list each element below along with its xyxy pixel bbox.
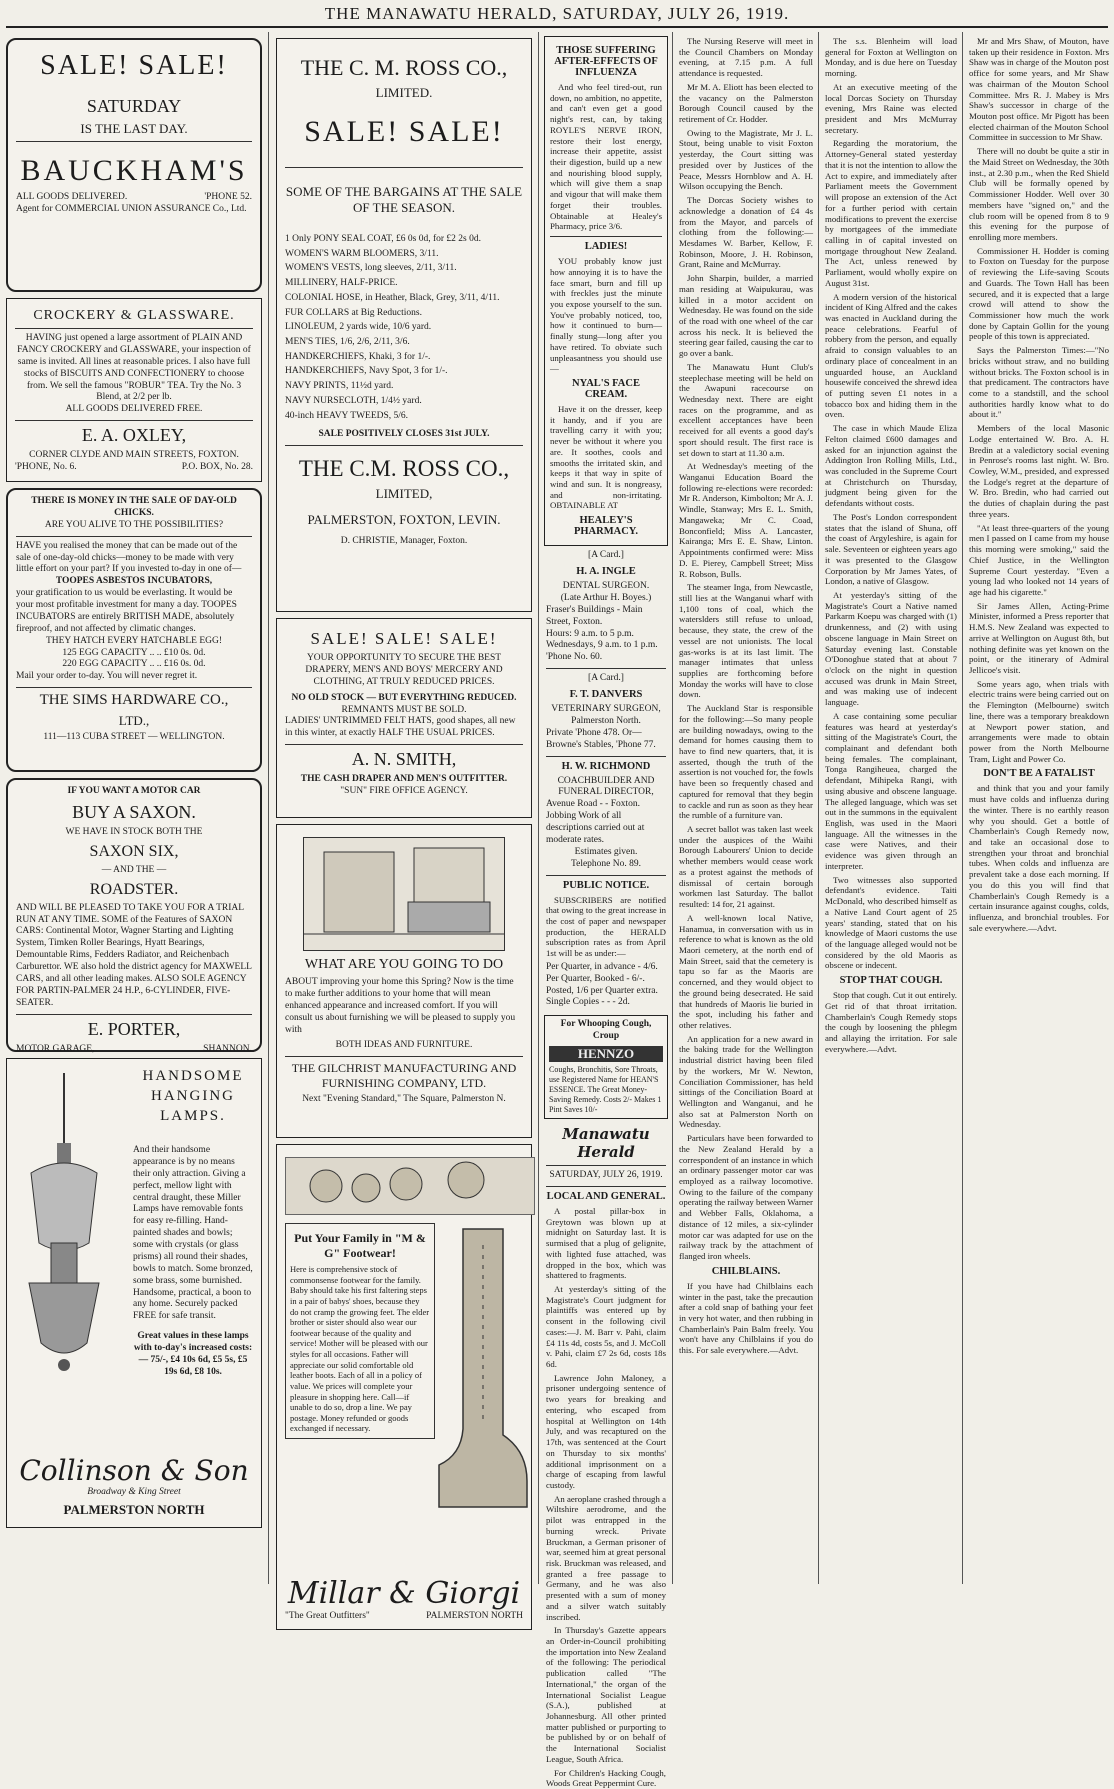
sale-heading: SALE! SALE! bbox=[40, 50, 228, 81]
smith-draper: THE CASH DRAPER AND MEN'S OUTFITTER. bbox=[300, 774, 508, 785]
ingle-address: Fraser's Buildings - Main Street, Foxton. bbox=[546, 604, 643, 627]
ross-limited: LIMITED. bbox=[375, 85, 433, 100]
news-paragraph: Some years ago, when trials with electric trains were being carried out on the Flemington (Melbourne) switch line, there was a temporary breakdown at Newport power station, and arrangements were made to obtain power from the North Melbourne Tram, Light and Power Co. bbox=[969, 678, 1109, 764]
ladies-body: YOU probably know just how annoying it is to have the face smart, burn and fill up with freckles just the minute you expose yourself to the sun. You've probably noticed, too, how it continued to burn—finally stung—long after you have retired. To obviate such unpleasantness you should use— bbox=[550, 256, 662, 374]
notice-rate-4: Single Copies - - - 2d. bbox=[546, 997, 630, 1008]
news-paragraph: An aeroplane crashed through a Wiltshire aerodrome, and the pilot was entrapped in the burning wreck. Private Bruckman, a German prisoner of war, seemed him at great personal risk. Bruckman was released, and granted a free passage to Germany, and he was also presented with a sum of money and a silver watch suitably inscribed. bbox=[546, 1493, 666, 1622]
news-paragraph: A modern version of the historical incident of King Alfred and the cakes was enacted in Auckland during the peace celebrations. Fearful of robbery from the person, and equally afraid to consign valuables to an ordinary place of concealment in an unguarded house, an Auckland housewife conceived the shrewd idea of putting seven £1 notes in a tobacco box and hiding them in the oven. bbox=[825, 291, 957, 420]
notice-title: PUBLIC NOTICE. bbox=[562, 879, 650, 891]
danvers-phone: Private 'Phone 478. Or— Browne's Stables, 'Phone 77. bbox=[546, 727, 656, 750]
list-item: WOMEN'S WARM BLOOMERS, 3/11. bbox=[285, 248, 439, 259]
sims-capacity-125: 125 EGG CAPACITY .. .. £10 0s. 0d. bbox=[62, 647, 206, 658]
column-divider bbox=[818, 32, 819, 1584]
sims-hatch: THEY HATCH EVERY HATCHABLE EGG! bbox=[45, 635, 223, 646]
news-paragraph: There will no doubt be quite a stir in the Maid Street on Wednesday, the 30th inst., at 2.30 p.m., when the Red Shield Club will be formally opened by Commissioner Hodder. Well over 30 members have "signed on," and the club room will be opened from 8 to 9 this evening for the purpose of enrolling more members. bbox=[969, 146, 1110, 242]
notice-rate-1: Per Quarter, in advance - 4/6. bbox=[546, 961, 658, 972]
agent-note: Agent for COMMERCIAL UNION ASSURANCE Co., Ltd. bbox=[16, 203, 247, 214]
hennzo-body: Coughs, Bronchitis, Sore Throats, use Registered Name for HEAN'S ESSENCE. The Great Money-Saving Remedy. Costs 2/- Makes 1 Pint Saves 10/- bbox=[549, 1065, 662, 1115]
sims-ltd: LTD., bbox=[118, 713, 150, 729]
millar-giorgi-advert bbox=[276, 1144, 532, 1630]
danvers-card: [A Card.] bbox=[588, 673, 624, 684]
porter-title: IF YOU WANT A MOTOR CAR bbox=[67, 786, 201, 796]
richmond-address: Avenue Road - - Foxton. bbox=[546, 799, 641, 810]
millar-tag: "The Great Outfitters" bbox=[285, 1611, 370, 1622]
oxley-body: HAVING just opened a large assortment of PLAIN AND FANCY CROCKERY and GLASSWARE, your inspection of same is invited. All lines at reasonable prices. I also have full stocks of BISCUITS AND CONFECTIONERY to choose from. We sell the famous "ROBUR" TEA. Try the No. 3 Blend, at 2/2 per lb. bbox=[17, 333, 251, 403]
ingle-role: DENTAL SURGEON. bbox=[562, 581, 650, 592]
family-icon bbox=[286, 1158, 534, 1214]
column-4 bbox=[676, 32, 816, 1588]
phone-number: 'PHONE 52. bbox=[204, 192, 252, 202]
oxley-box: P.O. BOX, No. 28. bbox=[181, 462, 253, 472]
ingle-name: H. A. INGLE bbox=[576, 566, 636, 578]
oxley-address: CORNER CLYDE AND MAIN STREETS, FOXTON. bbox=[29, 450, 239, 461]
boot-icon bbox=[433, 1225, 531, 1515]
danvers-town: Palmerston North. bbox=[571, 715, 641, 726]
column-divider bbox=[962, 32, 963, 1584]
delivery-note: ALL GOODS DELIVERED. bbox=[16, 192, 128, 202]
sims-capacity-220: 220 EGG CAPACITY .. .. £16 0s. 0d. bbox=[62, 659, 206, 670]
news-paragraph: The case in which Maude Eliza Felton claimed £600 damages and asked for an injunction against the Addington Iron Rolling Mills, Ltd., was concluded in the Supreme Court at Christchurch on Thursday, judgment being given for the defendants without costs. bbox=[825, 423, 957, 509]
gilchrist-name: THE GILCHRIST MANUFACTURING AND FURNISHING COMPANY, LTD. bbox=[291, 1061, 517, 1091]
news-paragraph: A secret ballot was taken last week under the auspices of the Waihi Borough Labourers' Union to decide whether members would cease work as a protest against the methods of dismissal of certain borough workmen last Saturday. The ballot resulted: 14 for, 21 against. bbox=[679, 824, 813, 910]
column-3 bbox=[542, 32, 670, 1789]
list-item: MILLINERY, HALF-PRICE. bbox=[285, 278, 398, 289]
news-paragraph: For Children's Hacking Cough, Woods Great Peppermint Cure. bbox=[546, 1767, 666, 1789]
chilblains-body: If you have had Chilblains each winter in the past, take the precaution after a cold snap of bathing your feet in very hot water, and then rubbing in Chamberlain's Pain Balm freely. You won't have any Chilblains if you do this. For sale everywhere.—Advt. bbox=[679, 1280, 813, 1356]
column-6 bbox=[966, 32, 1112, 1588]
richmond-estimates: Estimates given. bbox=[574, 846, 638, 857]
bauckham-name: BAUCKHAM'S bbox=[20, 154, 248, 187]
notice-rate-3: Posted, 1/6 per Quarter extra. bbox=[546, 985, 658, 996]
hennzo-title: For Whooping Cough, Croup bbox=[560, 1019, 652, 1042]
list-item: COLONIAL HOSE, in Heather, Black, Grey, 3/11, 4/11. bbox=[285, 292, 500, 303]
ingle-hours: Hours: 9 a.m. to 5 p.m. Wednesdays, 9 a.m. to 1 p.m. 'Phone No. 60. bbox=[546, 628, 658, 663]
ross-sale: SALE! SALE! bbox=[304, 115, 504, 148]
saturday-label: SATURDAY bbox=[86, 96, 182, 116]
smith-sale: SALE! SALE! SALE! bbox=[310, 629, 498, 648]
news-paragraphs bbox=[679, 36, 813, 1262]
local-heading: LOCAL AND GENERAL. bbox=[546, 1190, 666, 1202]
masthead-rule bbox=[6, 26, 1108, 28]
danvers-name: F. T. DANVERS bbox=[569, 689, 643, 701]
news-paragraph: An application for a new award in the baking trade for the Wellington industrial district having been filed by the workers, Mr W. Newton, Conciliation Commissioner, has held sittings of the Conciliation Board at Wellington and Wanganui, and he also sat at Palmerston North on Wednesday. bbox=[679, 1033, 813, 1130]
millar-town: PALMERSTON NORTH bbox=[426, 1611, 523, 1622]
smith-remnants: REMNANTS MUST BE SOLD. bbox=[341, 704, 467, 715]
porter-advert bbox=[6, 778, 262, 1052]
gilchrist-advert bbox=[276, 824, 532, 1138]
porter-garage: MOTOR GARAGE, bbox=[16, 1043, 95, 1054]
fatalist-heading: DON'T BE A FATALIST bbox=[983, 768, 1095, 780]
news-paragraph: The Manawatu Hunt Club's steeplechase meeting will be held on the Awapuni racecourse on Wednesday next. There are eight races on the programme, and as excellent acceptances have been received for all events a good day's sport should result. The first race is set down to start at 11.30 a.m. bbox=[679, 361, 813, 458]
sims-body: HAVE you realised the money that can be made out of the sale of one-day-old chicks—money to be made with very little effort on your part? If you invested to-day in one of— bbox=[16, 540, 242, 575]
lamp-body: And their handsome appearance is by no means their only attraction. Giving a perfect, mellow light with central draught, these Miller Lamps have removable fonts for easy re-filling. Hand-painted shades and bowls; some with crystals (or glass prisms) all round their shades, bowls to match. Some bronzed, some brass, some burnished. Handsome, practical, a boon to any home. Securely packed FREE for safe transit. bbox=[133, 1145, 253, 1322]
porter-name: E. PORTER, bbox=[87, 1018, 181, 1039]
ross-towns: PALMERSTON, FOXTON, LEVIN. bbox=[307, 512, 501, 528]
smith-felt-hats: LADIES' UNTRIMMED FELT HATS, good shapes, all new in this winter, at exactly HALF THE USUAL PRICES. bbox=[285, 716, 516, 739]
family-illustration bbox=[285, 1157, 535, 1215]
boot-illustration bbox=[433, 1225, 531, 1515]
news-paragraph: John Sharpin, builder, a married man residing at Waipukurau, was killed in a motor accident on Wednesday. He was found on the side of the road with one wheel of the car across his neck. It is believed the steering gear failed, causing the car to go over a bank. bbox=[679, 273, 813, 359]
list-item: MEN'S TIES, 1/6, 2/6, 2/11, 3/6. bbox=[285, 337, 410, 348]
list-item: HANDKERCHIEFS, Khaki, 3 for 1/-. bbox=[285, 351, 431, 362]
sims-mail: Mail your order to-day. You will never regret it. bbox=[16, 671, 198, 682]
ross-items bbox=[285, 232, 523, 423]
sims-title: THERE IS MONEY IN THE SALE OF DAY-OLD CHICKS. bbox=[31, 496, 237, 518]
news-paragraph: Mr and Mrs Shaw, of Mouton, have taken up their residence in Foxton. Mrs Shaw was in charge of the Mouton post office for some years, and Mr Shaw was chairman of the Mouton School Committee. Mrs R. J. Mabey is Mrs Shaw's successor in charge of the Mouton post office. Mr Pigott has been elected chairman of the Mouton School Committee in succession to Mr Shaw. bbox=[969, 36, 1109, 143]
millar-body: Here is comprehensive stock of commonsense footwear for the family. Baby should take his first faltering steps in a pair of babys' shoes, because they do not cramp the growing feet. The elder brother or sister should also wear our footwear because of the quality and service! Mother will be pleased with our styles for all occasions. Father will appreciate our solid comfortable old leather boots. Each of all in a policy of value. We prices will complete your pleasure in shopping here. Call—if unable to do so, drop a line. We pay postage. Money refunded or goods exchanged if necessary. bbox=[290, 1264, 430, 1434]
royle-title: THOSE SUFFERING AFTER-EFFECTS OF INFLUENZA bbox=[554, 45, 658, 78]
ross-name: THE C. M. ROSS CO., bbox=[300, 55, 508, 80]
richmond-role: COACHBUILDER AND FUNERAL DIRECTOR, bbox=[557, 775, 655, 798]
list-item: HANDKERCHIEFS, Navy Spot, 3 for 1/-. bbox=[285, 366, 448, 377]
ross-advert bbox=[276, 38, 532, 612]
news-paragraph: Sir James Allen, Acting-Prime Minister, informed a Press reporter that H.M.S. New Zealand was expected to arrive at Wellington on August 8th, but nothing definite was yet known on the point, or the itinerary of Admiral Jellicoe's visit. bbox=[969, 600, 1109, 675]
furniture-illustration bbox=[303, 837, 505, 951]
news-paragraph: The s.s. Blenheim will load general for Foxton at Wellington on Monday, and is due here on Tuesday morning. bbox=[825, 36, 957, 79]
news-paragraph: At yesterday's sitting of the Magistrate's Court judgment for plaintiffs was entered up by consent in the following civil cases:—J. M. Barr v. Pahi, claim £4 11s 4d, costs 5s, and J. McColl v. Pahi, claim £7 2s 6d, costs 18s 6d. bbox=[546, 1284, 666, 1370]
news-paragraphs bbox=[969, 36, 1109, 764]
news-paragraph: Members of the local Masonic Lodge entertained W. Bro. A. H. Bredin at a valedictory social evening in Penrose's rooms last night. W. Bro. Cowley, W.M., presided, and expressed the Lodge's regret at the departure of W. Bro. Bredin, who had carried out the duties of chaplain during the past three years. bbox=[969, 423, 1109, 519]
sims-product: TOOPES ASBESTOS INCUBATORS, bbox=[55, 576, 213, 587]
local-paragraphs bbox=[546, 1206, 666, 1789]
ingle-late: (Late Arthur H. Boyes.) bbox=[560, 592, 652, 603]
sims-hardware-advert bbox=[6, 488, 262, 772]
sims-address: 111—113 CUBA STREET — WELLINGTON. bbox=[43, 732, 225, 743]
oxley-phone: 'PHONE, No. 6. bbox=[15, 462, 77, 472]
list-item: LINOLEUM, 2 yards wide, 10/6 yard. bbox=[285, 322, 432, 333]
news-paragraph: Regarding the moratorium, the Attorney-General stated yesterday that it is not the intention to allow the Act to expire, and immediately after Parliament meets the Government will propose an extension of the Act for a further period with certain modifications to prevent the exercise by mortgagees of the immediate calling in of capital invested on mortgage throughout New Zealand. The Act, unless renewed by Parliament, would wholly expire on August 31st. bbox=[825, 138, 957, 288]
news-paragraph: "At least three-quarters of the young men I passed on I came from my house this morning were smoking," said the Chief Justice, in the Wellington Supreme Court yesterday. "Even a young lad who looked not 14 years of age had his cigarette." bbox=[969, 522, 1109, 597]
chilblains-heading: CHILBLAINS. bbox=[711, 1265, 781, 1277]
news-paragraph: At yesterday's sitting of the Magistrate's Court a Native named Parkarm Koepu was charged with (1) drunkenness, and (2) with using obscene language in Main Street on Saturday evening last. Constable O'Donoghue stated that at about 7 o'clock on the night in question accused was drunk in Main Street, and was making use of indecent language. bbox=[825, 589, 957, 708]
news-paragraph: The Nursing Reserve will meet in the Council Chambers on Monday evening, at 7.15 p.m. A full attendance is requested. bbox=[679, 36, 813, 79]
ross-limited-2: LIMITED, bbox=[375, 486, 433, 502]
news-paragraph: Says the Palmerston Times:—"No bricks without straw, and no building without bricks. The Foxton school is in that predicament. The contractors have come to a standstill, and the school authorities hardly know what to do about it." bbox=[969, 345, 1109, 420]
oxley-name: E. A. OXLEY, bbox=[81, 425, 187, 446]
lamp-title-1: HANDSOME bbox=[142, 1068, 244, 1084]
richmond-phone: Telephone No. 89. bbox=[570, 858, 642, 869]
column-divider bbox=[538, 32, 539, 1584]
herald-title: Manawatu Herald bbox=[562, 1125, 650, 1162]
column-divider bbox=[672, 32, 673, 1584]
sims-alive: ARE YOU ALIVE TO THE POSSIBILITIES? bbox=[44, 519, 224, 530]
gilchrist-title: WHAT ARE YOU GOING TO DO bbox=[304, 957, 504, 972]
masthead: THE MANAWATU HERALD, SATURDAY, JULY 26, 1919. bbox=[324, 4, 790, 23]
smith-no-old-stock: NO OLD STOCK — BUT EVERYTHING REDUCED. bbox=[291, 692, 517, 703]
list-item: FUR COLLARS at Big Reductions. bbox=[285, 307, 422, 318]
fatalist-body: and think that you and your family must have colds and influenza during the winter. There is no earthly reason why you should. Get a bottle of Chamberlain's Cough Remedy now, and take an occasional dose to strengthen your throat and bronchial tubes. When colds and influenza are prevalent take a dose each morning. If you do this you will find that Chamberlain's Cough Remedy is a certain insurance against coughs, colds, influenza, and bronchial troubles. For sale everywhere.—Advt. bbox=[969, 783, 1109, 933]
porter-and: — AND THE — bbox=[101, 864, 167, 875]
news-paragraph: At an executive meeting of the local Dorcas Society on Thursday evening, Mrs Raine was elected president and Mrs McMurray secretary. bbox=[825, 81, 957, 135]
pharmacy-name: HEALEY'S PHARMACY. bbox=[573, 515, 639, 538]
ladies-heading: LADIES! bbox=[584, 241, 628, 253]
news-paragraphs bbox=[825, 36, 957, 971]
millar-name: Millar & Giorgi bbox=[287, 1576, 521, 1612]
hanging-lamp-illustration bbox=[21, 1073, 107, 1373]
porter-town: SHANNON. bbox=[203, 1043, 252, 1054]
ross-name-2: THE C.M. ROSS CO., bbox=[298, 456, 510, 482]
collinson-signature bbox=[11, 1454, 257, 1521]
smith-body: YOUR OPPORTUNITY TO SECURE THE BEST DRAPERY, MEN'S AND BOYS' MERCERY AND CLOTHING, AT TRULY REDUCED PRICES. bbox=[305, 653, 503, 687]
gilchrist-body: ABOUT improving your home this Spring? Now is the time to make further additions to your home that will mean enhanced appearance and increased comfort. If you will consult us about furnishing we will be pleased to supply you with bbox=[285, 977, 516, 1035]
smith-name: A. N. SMITH, bbox=[351, 749, 457, 770]
cough-body: Stop that cough. Cut it out entirely. Get rid of that throat irritation. Chamberlain's Cough Remedy stops the cough by loosening the phlegm and allaying the irritation. For sale everywhere.—Advt. bbox=[825, 990, 957, 1054]
smith-advert bbox=[276, 618, 532, 818]
news-paragraph: A well-known local Native, Hanamua, in conversation with us in reference to what is known as the old Maori cemetery, at the north end of Main Street, said that the cemetery is tapu so far as the Maoris are concerned, and they would object to the ground being desecrated. He said that hundreds of Maoris lie buried in the spot, including his father and other relatives. bbox=[679, 912, 813, 1030]
collinson-name: Collinson & Son bbox=[19, 1454, 249, 1488]
ross-closes: SALE POSITIVELY CLOSES 31st JULY. bbox=[318, 429, 490, 440]
news-paragraph: Commissioner H. Hodder is coming to Foxton on Tuesday for the purpose of reviewing the Life-saving Scouts and Guards. The Town Hall has been secured, and it is expected that a large crowd will attend to show the Commissioner how much the work done by Captain Gollin for the young people of this town is appreciated. bbox=[969, 245, 1109, 342]
hennzo-advert bbox=[544, 1015, 668, 1119]
royle-body: And who feel tired-out, run down, no ambition, no appetite, and can't even get a good night's rest, can, by taking ROYLE'S NERVE IRON, restore their lost energy, increase their appetite, assist their digestion, build up a new and nourishing blood supply, which will give them a snap and vigour that will make them forget their troubles. Obtainable at Healey's Pharmacy, price 3/6. bbox=[550, 82, 662, 232]
collinson-town: PALMERSTON NORTH bbox=[63, 1502, 205, 1517]
news-paragraph: The steamer Inga, from Newcastle, still lies at the Wanganui wharf with 1,100 tons of coal, which the waterslders still refuse to unload, because, they state, the crew of the vessel are not unionists. The local gas-works is at its last limit. The manager intimates that unless supplies are forthcoming before Monday the works will have to close down. bbox=[679, 582, 813, 700]
news-paragraph: Lawrence John Maloney, a prisoner undergoing sentence of two years for breaking and entering, who escaped from hospital at Wellington on 14th July, and was recaptured on the 17th, was sentenced at the Court on Thursday to six months' additional imprisonment on a charge of escaping from lawful custody. bbox=[546, 1372, 666, 1490]
news-paragraph: Particulars have been forwarded to the New Zealand Herald by a correspondent of an instance in which an ordinary passenger motor car was employed as a railway locomotive. Owing to the failure of the company operating the railway between Warner and Webber Falls, Oklahoma, a distance of 12 miles, a six-cylinder motor car was adapted for use on the railway track by the attachment of flanged iron wheels. bbox=[679, 1133, 813, 1262]
dateline: SATURDAY, JULY 26, 1919. bbox=[549, 1170, 663, 1181]
lamp-prices: Great values in these lamps with to-day's increased costs:— 75/-, £4 10s 6d, £5 5s, £5 19s 6d, £8 10s. bbox=[133, 1331, 253, 1377]
lamp-icon bbox=[21, 1073, 107, 1373]
cough-heading: STOP THAT COUGH. bbox=[839, 975, 943, 987]
list-item: 1 Only PONY SEAL COAT, £6 0s 0d, for £2 2s 0d. bbox=[285, 234, 481, 244]
lamp-title-2: HANGING bbox=[151, 1088, 235, 1104]
oxley-advert bbox=[6, 298, 262, 482]
cream-heading: NYAL'S FACE CREAM. bbox=[572, 377, 640, 400]
smith-agency: "SUN" FIRE OFFICE AGENCY. bbox=[340, 786, 468, 796]
column-5 bbox=[822, 32, 960, 1588]
news-paragraph: The Post's London correspondent states that the island of Shuna, off the coast of Argyleshire, is again for sale. Seventeen or eighteen years ago it was presented to the Glasgow Corporation by Mr James Yates, of London, a native of Glasgow. bbox=[825, 511, 957, 587]
royle-advert bbox=[544, 36, 668, 546]
bauckham-advert bbox=[6, 38, 262, 292]
ingle-card: [A Card.] bbox=[588, 550, 624, 561]
sims-name: THE SIMS HARDWARE CO., bbox=[39, 692, 229, 709]
millar-title: Put Your Family in "M & G" Footwear! bbox=[294, 1231, 426, 1260]
collinson-street: Broadway & King Street bbox=[87, 1487, 181, 1498]
gilchrist-address: Next "Evening Standard," The Square, Palmerston N. bbox=[302, 1094, 506, 1105]
list-item: 40-inch HEAVY TWEEDS, 5/6. bbox=[285, 410, 409, 421]
oxley-delivered: ALL GOODS DELIVERED FREE. bbox=[65, 404, 203, 415]
news-paragraph: Mr M. A. Eliott has been elected to the vacancy on the Palmerston Borough Council caused by the retirement of Cr. Hodder. bbox=[679, 81, 813, 125]
news-paragraph: At Wednesday's meeting of the Wanganui Education Board the following re-elections were recorded: Mr R. Anderson, Kimbolton; Mr A. J. Windle, Stanway; Mrs E. L. Smith, Mangaweka; Mr C. Coad, Bonconfield; Miss A. Lancaster, Kairanga; Mrs E. E. Shaw, Linton. Appointments confirmed were: Miss D. E. Pierey, Campbell Street; Miss R. Robson, Bulls. bbox=[679, 461, 813, 579]
list-item: WOMEN'S VESTS, long sleeves, 2/11, 3/11. bbox=[285, 263, 457, 274]
news-paragraph: Two witnesses also supported defendant's evidence. Taiti McDonald, who described himself as a Native Land Court agent of 25 years' standing, stated that on his knowledge of Maori customs the use of the language alleged would not be considered by the old Maoris as obscene or indecent. bbox=[825, 874, 957, 971]
gilchrist-both: BOTH IDEAS AND FURNITURE. bbox=[335, 1040, 473, 1051]
richmond-body: Jobbing Work of all descriptions carried out at moderate rates. bbox=[546, 811, 645, 845]
news-paragraph: The Auckland Star is responsible for the following:—So many people are building nowadays, owing to the demand for homes causing them to have to find new quarters, that, it is asserted, though the truth of the assertion is not vouched for, the fowls have been so frequently chased and captured for removal that they begin to cackle and run as soon as they hear the rumble of a furniture van. bbox=[679, 703, 813, 821]
list-item: NAVY PRINTS, 11½d yard. bbox=[285, 381, 394, 392]
oxley-title: CROCKERY & GLASSWARE. bbox=[33, 308, 235, 323]
lamp-title-3: LAMPS. bbox=[160, 1108, 226, 1124]
list-item: NAVY NURSECLOTH, 1/4½ yard. bbox=[285, 395, 422, 406]
porter-six: SAXON SIX, bbox=[89, 842, 179, 860]
sims-body2: your gratification to us would be everlasting. It would be your most profitable investment for many a day. TOOPES INCUBATORS are entirely BRITISH MADE, absolutely fireproof, and not affected by climatic changes. bbox=[16, 588, 237, 634]
richmond-name: H. W. RICHMOND bbox=[561, 760, 651, 772]
news-paragraph: A postal pillar-box in Greytown was blown up at midnight on Saturday last. It is surmised that a plug of gelignite, with lighted fuse attached, was dropped in the box, which was shattered to fragments. bbox=[546, 1205, 666, 1281]
hennzo-brand: HENNZO bbox=[549, 1046, 663, 1062]
news-paragraph: A case containing some peculiar features was heard at yesterday's sitting of the Magistrate's Court, the complainant and defendant both being females. The complainant, Tonga Rangiheuea, charged the defendant, Mihipeka Rangi, with using abusive and obscene language. The alleged language, which was set out in the summons in the equivalent English, was used in the Maori language. All the witnesses in the case were Natives, and their evidence was given through an interpreter. bbox=[825, 710, 957, 871]
last-day-label: IS THE LAST DAY. bbox=[80, 121, 188, 136]
news-paragraph: In Thursday's Gazette appears an Order-in-Council prohibiting the importation into New Zealand of the following: The periodical publication called "The International," the organ of the International Socialist League (S.A.), published at Johannesburg. All other printed matter published or purporting to be published by or on behalf of the International Socialist League, South Africa. bbox=[546, 1625, 666, 1764]
armchair-icon bbox=[304, 838, 504, 950]
notice-rate-2: Per Quarter, Booked - 6/-. bbox=[546, 973, 645, 984]
notice-body: SUBSCRIBERS are notified that owing to the great increase in the cost of paper and newspaper production, the HERALD subscription rates as from April 1st will be as under:— bbox=[546, 894, 666, 959]
danvers-role: VETERINARY SURGEON, bbox=[551, 704, 661, 715]
news-paragraph: Owing to the Magistrate, Mr J. L. Stout, being unable to visit Foxton yesterday, the Court sitting was presided over by Justices of the Peace, Messrs Hornblow and A. H. Wilson occupying the Bench. bbox=[679, 127, 813, 192]
ross-bargains: SOME OF THE BARGAINS AT THE SALE OF THE SEASON. bbox=[285, 184, 523, 215]
porter-stock: WE HAVE IN STOCK BOTH THE bbox=[65, 826, 203, 837]
collinson-advert bbox=[6, 1058, 262, 1528]
column-2 bbox=[272, 32, 536, 1622]
cream-body: Have it on the dresser, keep it handy, and if you are travelling carry it with you; never be without it where you are. It soothes, cools and smooths the irritated skin, and keeps it that way in spite of wind and sun. It is nongreasy, and non-irritating. OBTAINABLE AT bbox=[550, 403, 662, 511]
porter-buy: BUY A SAXON. bbox=[72, 801, 196, 822]
news-paragraph: The Dorcas Society wishes to acknowledge a donation of £4 4s from the Mayor, and parcels of clothing from the following:—Mesdames W. Barber, Kellow, F. Robinson, Moore, J. H. Robinson, Grant, Raine and McMurray. bbox=[679, 195, 813, 270]
ross-manager: D. CHRISTIE, Manager, Foxton. bbox=[340, 536, 468, 547]
porter-body: AND WILL BE PLEASED TO TAKE YOU FOR A TRIAL RUN AT ANY TIME. SOME of the Features of SAXON CARS: Continental Motor, Wagner Starting and Lighting System, Timken Roller Bearings, Hyatt Bearings, Demountable Rims, Fedders Radiator, and Reichenbach Carburettor. WE also hold the district agency for MAXWELL CARS, and all other leading makes. ALSO SOLE AGENCY FOR PARTIN-PALMER 24 H.P., 6-CYLINDER, FIVE-SEATER. bbox=[16, 902, 252, 1008]
column-divider bbox=[268, 32, 269, 1584]
porter-roadster: ROADSTER. bbox=[89, 880, 179, 898]
column-1 bbox=[2, 32, 266, 1588]
